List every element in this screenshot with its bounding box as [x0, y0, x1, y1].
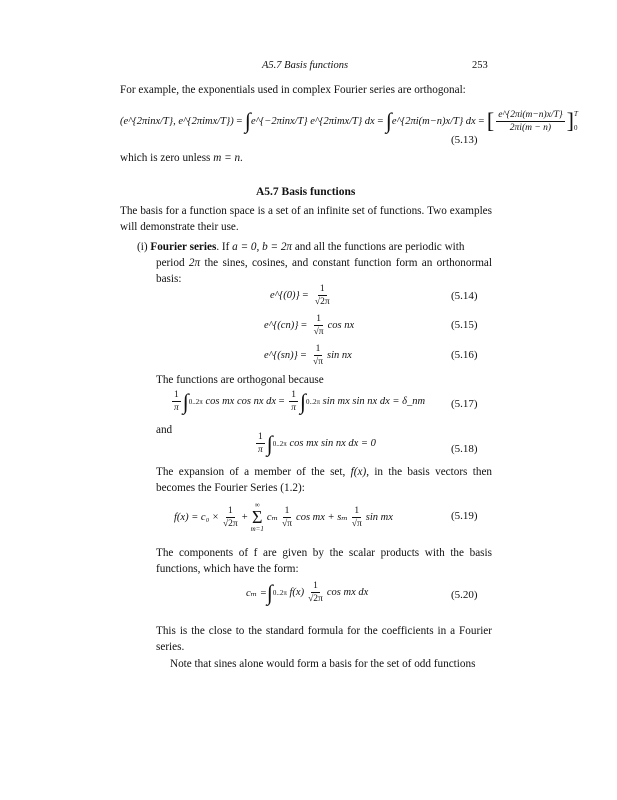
- item-label: (i): [137, 241, 148, 253]
- item-math-a: a = 0, b = 2π: [232, 241, 293, 253]
- equation-5-15: e^{(cn)} = $\frac{1}{√\pi}$ cos nx: [264, 314, 355, 337]
- eq-5-16-func: sin nx: [327, 350, 352, 361]
- page-number: 253: [472, 60, 488, 71]
- eq-5-14-den: √2π: [314, 297, 330, 307]
- eq-5-17-right: sin mx sin nx dx = δ_nm: [322, 396, 426, 407]
- paragraph-intro: For example, the exponentials used in complex Fourier series are orthogonal:: [120, 84, 466, 96]
- item-text-d: the sines, cosines, and constant function form an orthonormal basis:: [156, 257, 492, 285]
- eq-number-5-14: (5.14): [451, 290, 478, 302]
- eq-5-13-rhs1: e^{−2πinx/T} e^{2πimx/T} dx: [250, 115, 375, 127]
- eq-5-15-num: 1: [316, 314, 321, 324]
- item-title: Fourier series: [150, 241, 217, 253]
- eq-5-20-tail: cos mx dx: [326, 587, 369, 598]
- eq-5-19-c-term: cₘ: [266, 512, 279, 523]
- paragraph-orthogonal: The functions are orthogonal because: [156, 374, 324, 386]
- eq-5-14-num: 1: [319, 284, 325, 294]
- item-text-a: . If: [216, 241, 233, 253]
- equation-5-13: (e^{2πinx/T}, e^{2πimx/T}) = ∫ e^{−2πinx/T} e^{2πimx/T} dx = ∫ e^{2πi(m−n)x/T} dx = [ $\frac{e\^{}\{2\pi i(m-n)x/T\}}{2\pi i(m - n)}$ ] T 0: [120, 108, 578, 133]
- eq-number-5-16: (5.16): [451, 349, 478, 361]
- eq-5-20-body: f(x): [289, 587, 305, 598]
- equation-5-17: $\frac{1}{\pi}$ ∫ 0..2π cos mx cos nx dx = $\frac{1}{\pi}$ ∫ 0..2π sin mx sin nx dx = δ_nm: [174, 388, 426, 414]
- eq-5-19-lhs: f(x) = c₀ ×: [174, 511, 219, 523]
- running-header-title: A5.7 Basis functions: [262, 60, 349, 71]
- eq-number-5-19: (5.19): [451, 510, 478, 522]
- paragraph-and: and: [156, 424, 173, 436]
- eq-5-14-lhs: e^{(0)}: [270, 290, 300, 301]
- eq-5-16-num: 1: [315, 344, 321, 354]
- eq-5-15-den: √π: [313, 327, 324, 337]
- eq-5-17-left: cos mx cos nx dx: [205, 396, 277, 407]
- item-math-b: 2π: [188, 257, 201, 269]
- eq-5-19-sin-term: sin mx: [365, 511, 393, 523]
- eq-5-16-lhs: e^{(sn)}: [264, 350, 298, 361]
- p6-text-b: , in the basis vectors then becomes the Fourier Series (1.2):: [156, 466, 493, 494]
- eq-5-13-frac-num: e^{2πi(m−n)x/T}: [498, 109, 563, 120]
- equation-5-20: cₘ = ∫ 0..2π f(x) $\frac{1}{√2\pi}$ cos mx dx: [246, 579, 369, 605]
- eq-5-20-lhs: cₘ =: [246, 587, 267, 599]
- paragraph-sines-odd: Note that sines alone would form a basis for the set of odd functions: [170, 658, 476, 670]
- p6-math: f(x): [350, 466, 367, 478]
- equation-5-19: f(x) = c₀ × $\frac{1}{√2\pi}$ + ∞ Σ m=1 cₘ $\frac{1}{√\pi}$ cos mx + sₘ $\frac{1}{√\pi}$ sin mx: [174, 501, 393, 533]
- paragraph-components: The components of f are given by the scalar products with the basis functions, which have the form:: [156, 547, 492, 575]
- eq-5-13-bracket: (e^{2πinx/T}, e^{2πimx/T}): [120, 115, 234, 127]
- eq-5-13-frac-den: 2πi(m − n): [509, 122, 552, 133]
- section-title: A5.7 Basis functions: [256, 186, 356, 198]
- eq-5-15-lhs: e^{(cn)}: [264, 320, 299, 331]
- paragraph-zero-unless: which is zero unless m = n.: [120, 152, 243, 164]
- list-item-fourier: [137, 239, 492, 255]
- p2-math: m = n: [213, 152, 241, 164]
- paragraph-standard-formula: This is the close to the standard formula for the coefficients in a Fourier series.: [156, 625, 492, 653]
- eq-5-19-cos-term: cos mx + sₘ: [296, 512, 348, 523]
- p2-text: which is zero unless: [120, 152, 214, 164]
- eq-5-19-sum-top: ∞: [254, 501, 260, 509]
- eq-5-15-func: cos nx: [327, 320, 355, 331]
- equation-5-14: e^{(0)} = $\frac{1}{√2\pi}$: [270, 284, 330, 307]
- eq-5-18-body: cos mx sin nx dx = 0: [289, 438, 376, 449]
- eq-number-5-20: (5.20): [451, 589, 478, 601]
- p6-text-a: The expansion of a member of the set,: [156, 466, 351, 478]
- eq-5-13-rhs2: e^{2πi(m−n)x/T} dx: [391, 115, 476, 127]
- equation-5-18: $\frac{1}{\pi}$ ∫ 0..2π cos mx sin nx dx = 0: [258, 430, 376, 456]
- eq-number-5-18: (5.18): [451, 443, 478, 455]
- eq-5-16-den: √π: [313, 357, 324, 367]
- eq-5-13-lower: 0: [573, 124, 578, 132]
- eq-5-13-upper: T: [573, 110, 578, 118]
- eq-5-19-sum-bottom: m=1: [250, 525, 264, 533]
- eq-number-5-17: (5.17): [451, 398, 478, 410]
- eq-number-5-13: (5.13): [451, 134, 478, 146]
- equation-5-16: e^{(sn)} = $\frac{1}{√\pi}$ sin nx: [264, 344, 352, 367]
- eq-5-19-sum: Σ: [252, 507, 263, 527]
- item-text-c: period: [156, 257, 189, 269]
- paragraph-basis: The basis for a function space is a set of an infinite set of functions. Two examples will demonstrate their use.: [120, 205, 492, 233]
- item-text-b: and all the functions are periodic with: [292, 241, 465, 253]
- eq-number-5-15: (5.15): [451, 319, 478, 331]
- paragraph-expansion: [156, 464, 492, 496]
